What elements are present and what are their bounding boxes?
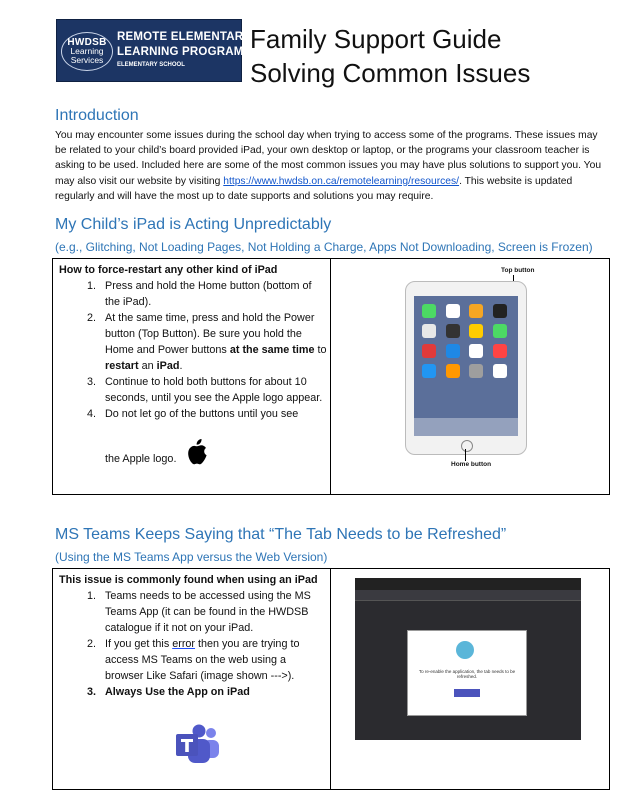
ipad-section-subheading: (e.g., Glitching, Not Loading Pages, Not Holding a Charge, Apps Not Downloading, Screen is Frozen) <box>55 240 593 254</box>
apple-logo-icon <box>185 438 209 466</box>
refresh-dialog <box>407 630 527 716</box>
app-icon <box>469 364 483 378</box>
teams-step-text: Teams needs to be accessed using the MS Teams App (it can be found in the HWDSB catalogue if it not on your iPad. <box>105 590 311 634</box>
teams-step-text: If you get this <box>105 638 173 650</box>
app-icon <box>469 304 483 318</box>
restart-step-text: an <box>138 360 157 372</box>
ipad-screen <box>414 296 518 436</box>
page-title-line2: Solving Common Issues <box>250 58 531 88</box>
app-icon <box>493 304 507 318</box>
teams-section-subheading: (Using the MS Teams App versus the Web Version) <box>55 550 328 564</box>
intro-paragraph <box>55 128 607 204</box>
restart-step-bold: restart <box>105 360 139 372</box>
restart-title: How to force-restart any other kind of iPad <box>59 264 278 276</box>
app-icon <box>422 304 436 318</box>
restart-step-text: Continue to hold both buttons for about 10 seconds, until you see the Apple logo appear. <box>105 376 323 404</box>
top-button-label: Top button <box>501 267 535 274</box>
restart-step <box>99 310 327 374</box>
restart-step <box>99 278 327 310</box>
logo-circle-line1: HWDSB <box>67 37 107 48</box>
app-icon <box>422 324 436 338</box>
teams-instructions <box>59 572 327 700</box>
teams-step <box>99 636 327 684</box>
app-icon <box>422 344 436 358</box>
restart-step-bold: at the same time <box>229 344 315 356</box>
hwdsb-logo <box>56 19 251 82</box>
teams-step <box>99 684 327 700</box>
clock-icon <box>456 641 474 659</box>
app-icon <box>469 344 483 358</box>
page-title-line1: Family Support Guide <box>250 24 502 54</box>
home-button-icon <box>461 440 473 452</box>
teams-section-heading: MS Teams Keeps Saying that “The Tab Needs to be Refreshed” <box>55 526 507 543</box>
browser-tab-bar <box>355 590 581 601</box>
restart-step-text: At the same time, press and hold the Power button (Top Button). Be sure you hold the Home and Power buttons <box>105 312 315 356</box>
logo-line2: LEARNING PROGRAM <box>117 46 244 58</box>
error-word: error <box>172 638 196 650</box>
intro-text-end: . This website is updated regularly and will have the most up to date supports and solutions you may require. <box>55 175 573 202</box>
intro-heading: Introduction <box>55 107 139 124</box>
restart-step-text: . <box>179 360 183 372</box>
logo-line1: REMOTE ELEMENTARY <box>117 31 251 43</box>
logo-circle-line2: Learning <box>70 46 104 56</box>
restart-step-text: Do not let go of the buttons until you see <box>105 408 299 420</box>
teams-box-title: This issue is commonly found when using an iPad <box>59 574 318 586</box>
app-icon <box>446 364 460 378</box>
restart-step-text: the Apple logo. <box>105 453 177 465</box>
teams-error-screenshot-cell <box>331 569 609 789</box>
restart-step-text: to <box>314 344 327 356</box>
restart-instructions <box>59 262 327 467</box>
logo-line3: ELEMENTARY SCHOOL <box>117 62 185 68</box>
teams-step-text: Always Use the App on iPad <box>105 686 250 698</box>
teams-steps <box>59 588 327 700</box>
browser-status-bar <box>355 578 581 590</box>
ipad-section-heading: My Child’s iPad is Acting Unpredictably <box>55 216 332 233</box>
home-button-label: Home button <box>451 461 492 468</box>
restart-step-text: Press and hold the Home button (bottom of the iPad). <box>105 280 312 308</box>
app-icon <box>446 304 460 318</box>
intro-text: You may encounter some issues during the school day when trying to access some of the programs. These issues may be related to your child’s board provided iPad, your own desktop or laptop, or the programs your classroom teacher is asking to be used. Included here are some of the most common issues you may have plus solutions to support you. You may also visit our website by visiting <box>55 130 602 187</box>
ipad-dock <box>414 418 518 436</box>
app-icon <box>422 364 436 378</box>
logo-circle <box>61 32 113 71</box>
refresh-button <box>454 689 480 697</box>
refresh-message: To re-enable the application, the tab needs to be refreshed. <box>418 669 516 679</box>
app-icon <box>446 344 460 358</box>
restart-step <box>99 374 327 406</box>
app-icon <box>446 324 460 338</box>
ipad-image <box>405 281 527 455</box>
restart-step <box>99 406 327 467</box>
teams-error-screenshot <box>355 578 581 740</box>
ipad-diagram <box>331 259 609 494</box>
resources-link[interactable]: https://www.hwdsb.on.ca/remotelearning/resources/ <box>223 175 460 187</box>
restart-step-bold: iPad <box>156 360 180 372</box>
teams-step-text: then you are trying to access MS Teams on the web using a browser Like Safari (image shown --->). <box>105 638 300 682</box>
restart-steps <box>59 278 327 467</box>
app-icon <box>469 324 483 338</box>
teams-step <box>99 588 327 636</box>
home-button-pointer <box>465 449 466 461</box>
app-icon <box>493 344 507 358</box>
app-icon <box>493 324 507 338</box>
teams-table <box>52 568 610 790</box>
app-icon <box>493 364 507 378</box>
ms-teams-logo-icon <box>174 724 220 764</box>
ipad-restart-table <box>52 258 610 495</box>
logo-circle-line3: Services <box>70 55 104 65</box>
